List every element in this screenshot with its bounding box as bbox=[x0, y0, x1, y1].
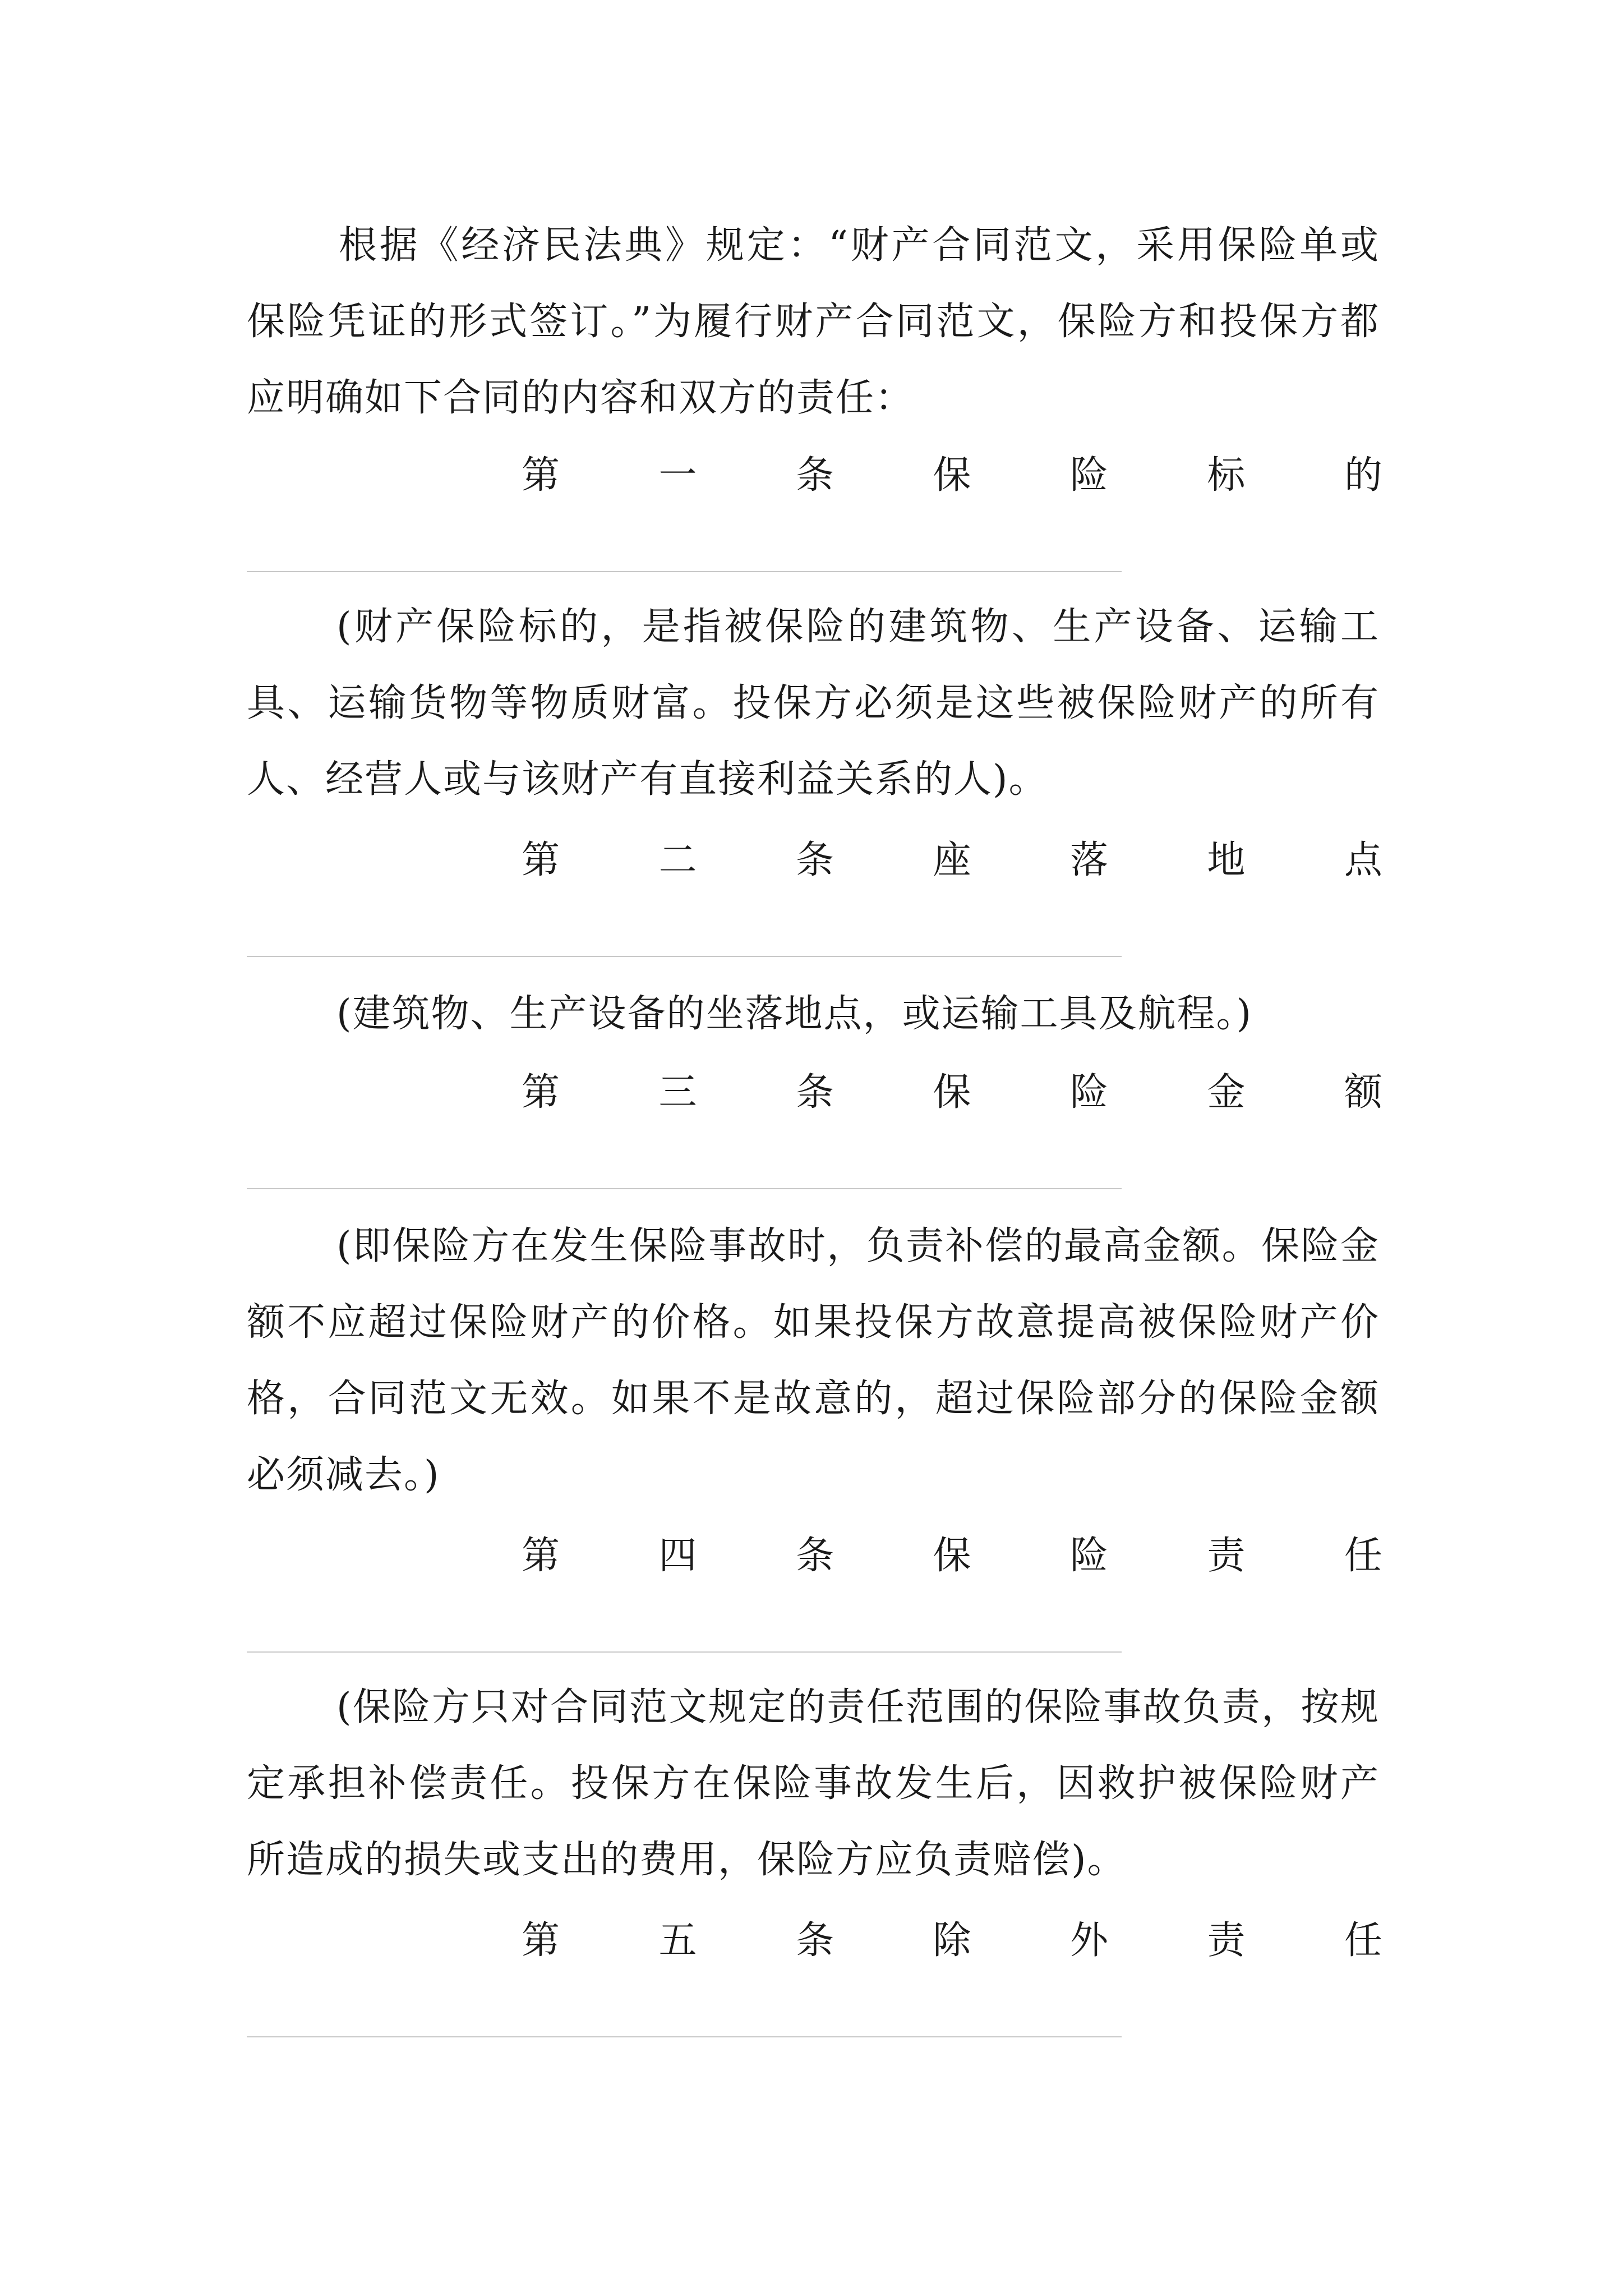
fill-in-line bbox=[247, 2036, 1122, 2037]
article-4-heading bbox=[522, 1518, 1382, 1594]
heading-char: 保 bbox=[933, 453, 971, 498]
heading-char: 第 bbox=[522, 1534, 560, 1578]
heading-char: 第 bbox=[522, 1918, 560, 1963]
heading-char: 金 bbox=[1207, 1070, 1246, 1115]
heading-char: 标 bbox=[1207, 453, 1246, 498]
article-2-note: (建筑物、生产设备的坐落地点，或运输工具及航程。) bbox=[336, 992, 1253, 1036]
article-2-heading bbox=[522, 822, 1382, 899]
heading-char: 险 bbox=[1069, 453, 1108, 498]
heading-char: 的 bbox=[1344, 453, 1382, 498]
heading-char: 外 bbox=[1069, 1918, 1108, 1963]
heading-char: 任 bbox=[1344, 1534, 1382, 1578]
heading-char: 保 bbox=[933, 1070, 971, 1115]
intro-paragraph: 根据《经济民法典》规定：“财产合同范文，采用保险单或保险凭证的形式签订。”为履行财产合同范文，保险方和投保方都应明确如下合同的内容和双方的责任： bbox=[247, 223, 1380, 420]
heading-char: 座 bbox=[933, 838, 971, 882]
heading-char: 条 bbox=[795, 838, 834, 882]
fill-in-line bbox=[247, 1188, 1122, 1189]
article-1-note: (财产保险标的，是指被保险的建筑物、生产设备、运输工具、运输货物等物质财富。投保方必须是这些被保险财产的所有人、经营人或与该财产有直接利益关系的人)。 bbox=[247, 605, 1380, 802]
heading-char: 第 bbox=[522, 1070, 560, 1115]
heading-char: 地 bbox=[1207, 838, 1246, 882]
article-3-note: (即保险方在发生保险事故时，负责补偿的最高金额。保险金额不应超过保险财产的价格。如果投保方故意提高被保险财产价格，合同范文无效。如果不是故意的，超过保险部分的保险金额必须减去。) bbox=[247, 1224, 1380, 1497]
article-5-heading bbox=[522, 1903, 1382, 1979]
heading-char: 第 bbox=[522, 453, 560, 498]
heading-char: 条 bbox=[795, 1534, 834, 1578]
heading-char: 保 bbox=[933, 1534, 971, 1578]
heading-char: 责 bbox=[1207, 1918, 1246, 1963]
heading-char: 险 bbox=[1069, 1534, 1108, 1578]
fill-in-line bbox=[247, 956, 1122, 957]
heading-char: 四 bbox=[658, 1534, 697, 1578]
heading-char: 二 bbox=[658, 838, 697, 882]
fill-in-line bbox=[247, 1651, 1122, 1653]
article-4-note: (保险方只对合同范文规定的责任范围的保险事故负责，按规定承担补偿责任。投保方在保险事故发生后，因救护被保险财产所造成的损失或支出的费用，保险方应负责赔偿)。 bbox=[247, 1685, 1380, 1882]
heading-char: 点 bbox=[1344, 838, 1382, 882]
heading-char: 险 bbox=[1069, 1070, 1108, 1115]
article-3-heading bbox=[522, 1055, 1382, 1131]
heading-char: 条 bbox=[795, 1070, 834, 1115]
heading-char: 第 bbox=[522, 838, 560, 882]
heading-char: 三 bbox=[658, 1070, 697, 1115]
fill-in-line bbox=[247, 571, 1122, 572]
heading-char: 额 bbox=[1344, 1070, 1382, 1115]
heading-char: 责 bbox=[1207, 1534, 1246, 1578]
heading-char: 除 bbox=[933, 1918, 971, 1963]
article-1-heading bbox=[522, 438, 1382, 514]
heading-char: 一 bbox=[658, 453, 697, 498]
heading-char: 落 bbox=[1069, 838, 1108, 882]
heading-char: 条 bbox=[795, 1918, 834, 1963]
heading-char: 任 bbox=[1344, 1918, 1382, 1963]
heading-char: 条 bbox=[795, 453, 834, 498]
heading-char: 五 bbox=[658, 1918, 697, 1963]
